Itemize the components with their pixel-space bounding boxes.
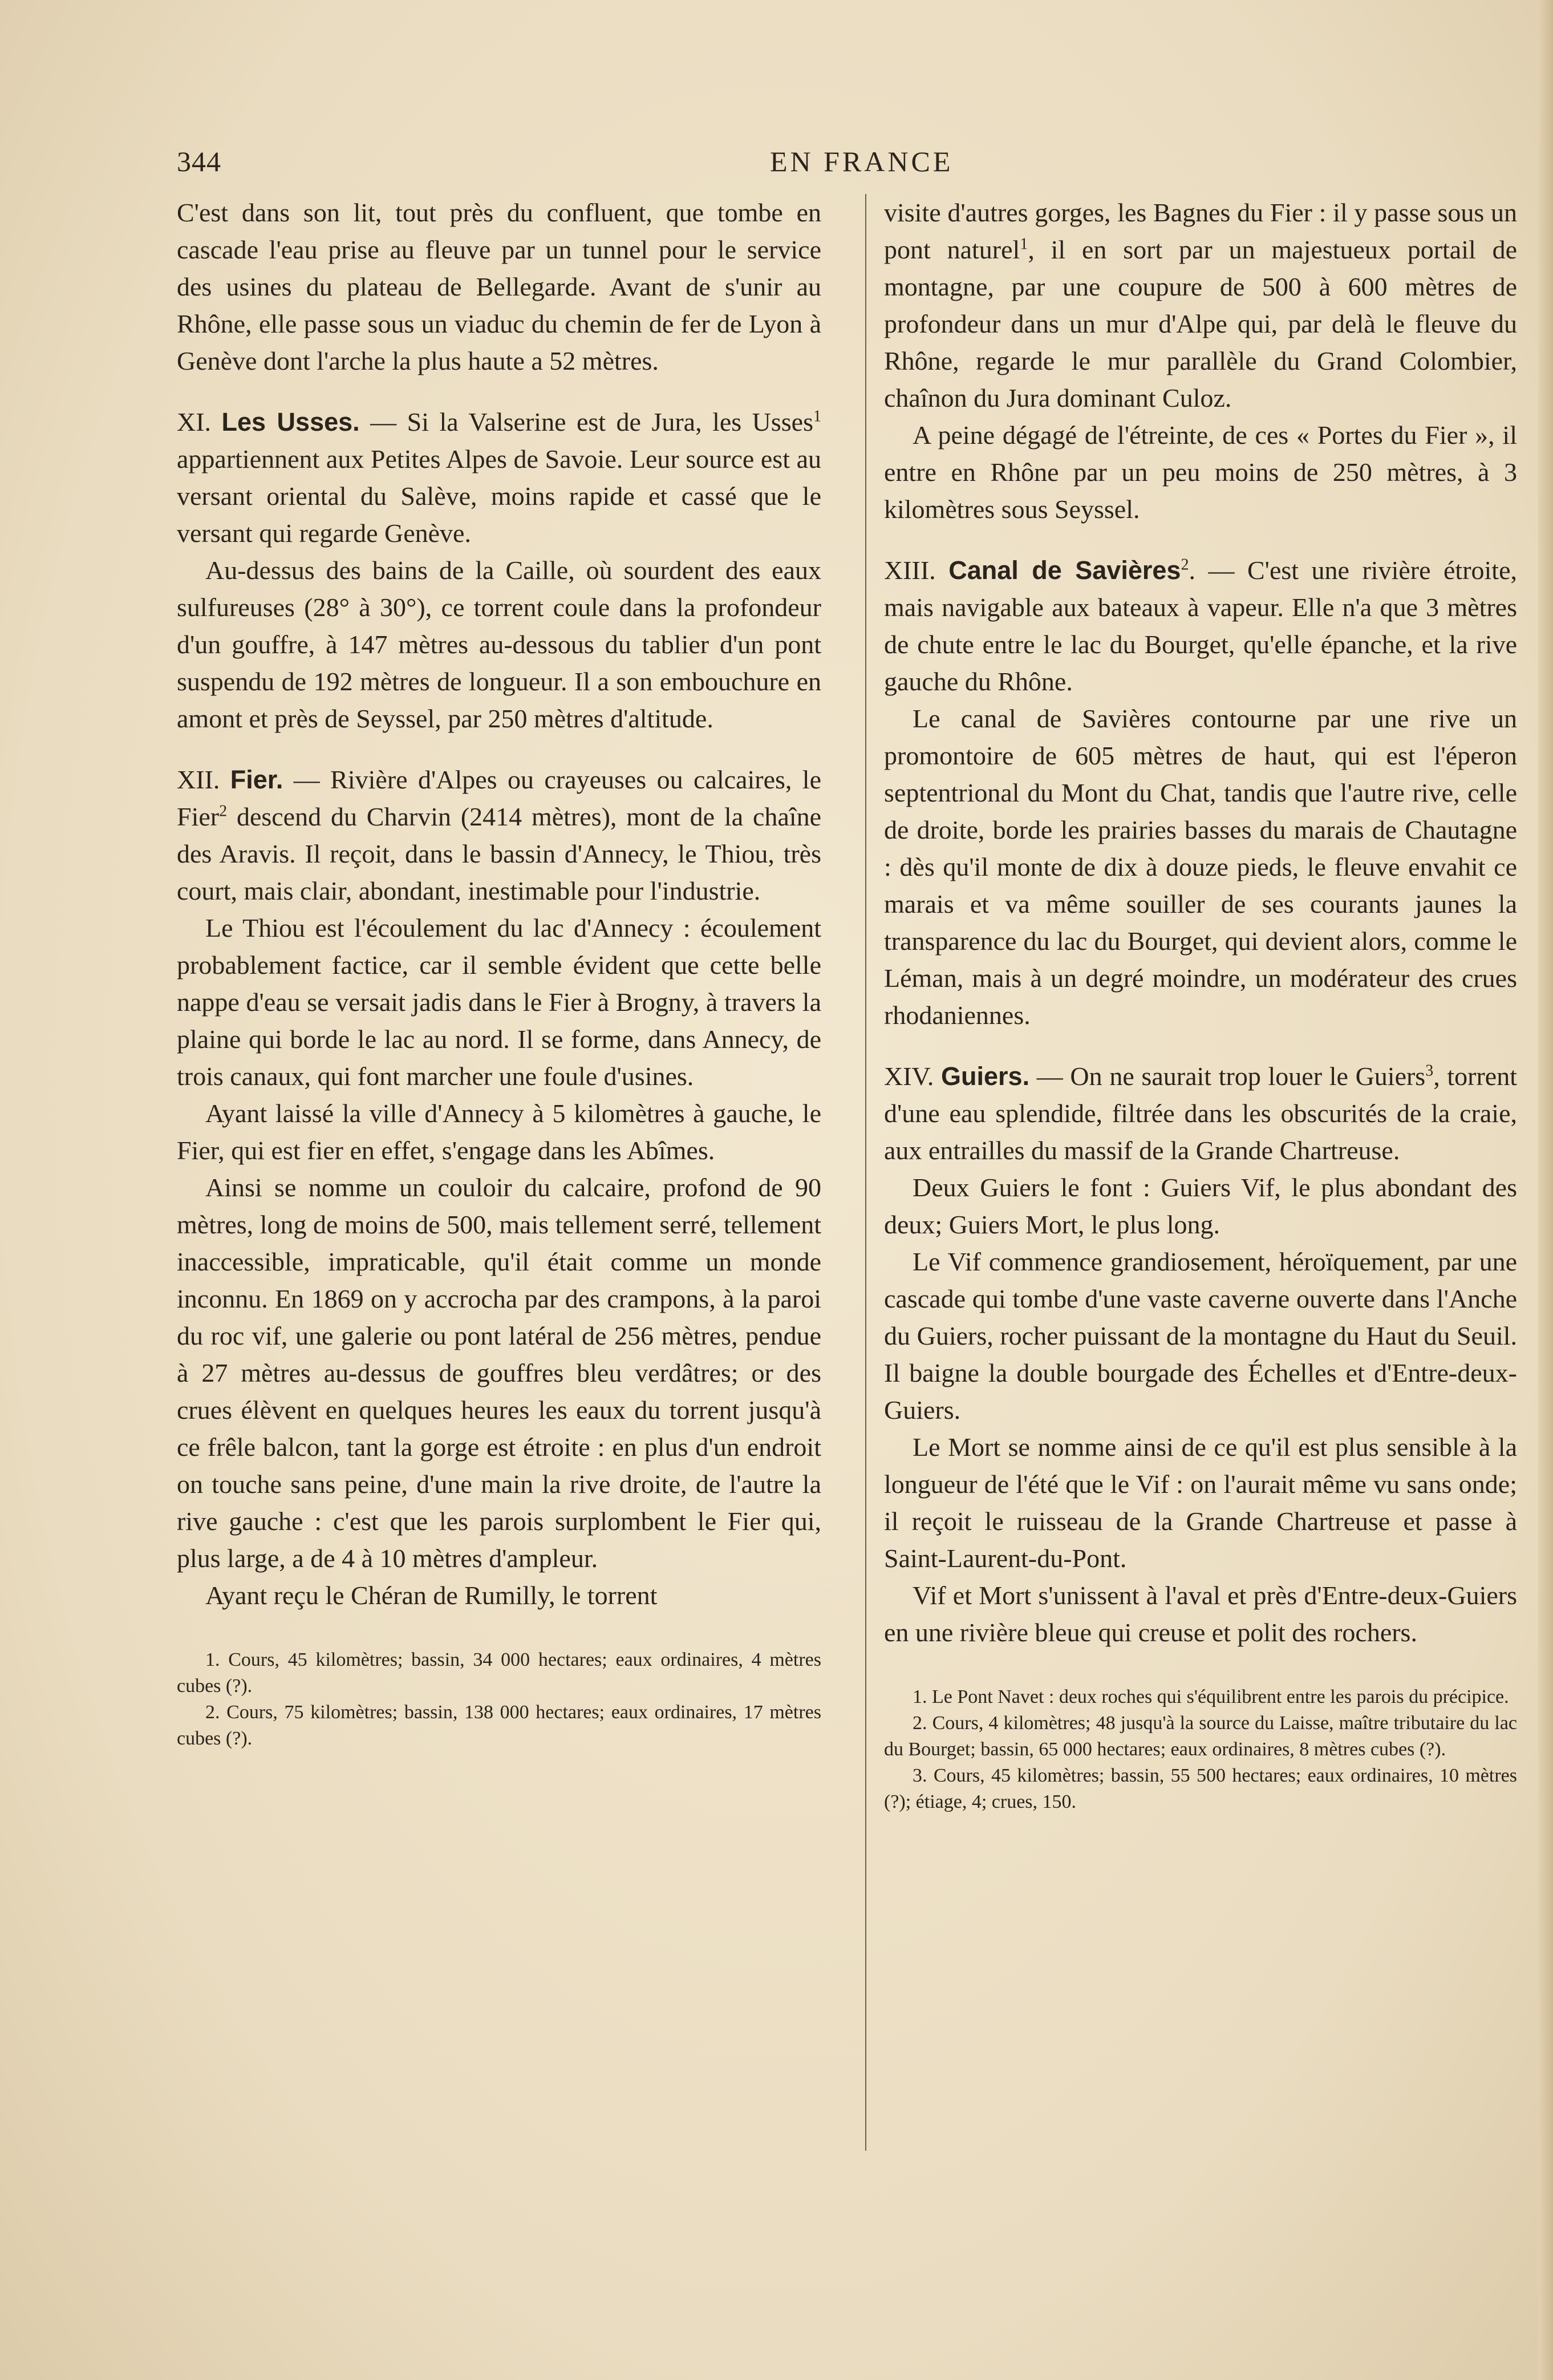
paragraph: Le canal de Savières contourne par une rive un promontoire de 605 mètres de haut, qui est l'éperon septentrional du Mont du Chat, tandis que l'autre rive, celle de droite, borde les prairies basses du marais de Chautagne : dès qu'il monte de dix à douze pieds, le fleuve envahit ce marais et va même souiller de ses courants jaunes la transparence du lac du Bourget, qui devient alors, comme le Léman, mais à un degré moindre, un modérateur des crues rhodaniennes. [884,704,1517,1030]
paragraph: Le Mort se nomme ainsi de ce qu'il est plus sensible à la longueur de l'été que le Vif : on l'aurait même vu sans onde; il reçoit le ruisseau de la Grande Chartreuse et passe à Saint-Laurent-du-Pont. [884,1432,1517,1573]
paragraph: Le Vif commence grandiosement, héroïquement, par une cascade qui tombe d'une vaste caverne ouverte dans l'Anche du Guiers, rocher puissant de la montagne du Haut du Seuil. Il baigne la double bourgade des Échelles et d'Entre-deux-Guiers. [884,1247,1517,1424]
paragraph [884,194,1517,416]
paragraph: Deux Guiers le font : Guiers Vif, le plus abondant des deux; Guiers Mort, le plus long. [884,1173,1517,1239]
paragraph-text: , torrent d'une eau splendide, filtrée dans les obscurités de la craie, aux entrailles du massif de la Grande Chartreuse. [884,1062,1517,1165]
paragraph: Ainsi se nomme un couloir du calcaire, profond de 90 mètres, long de moins de 500, mais tellement serré, tellement inaccessible, impraticable, qu'il était comme un monde inconnu. En 1869 on y accrocha par des crampons, à la paroi du roc vif, une galerie ou pont latéral de 256 mètres, pendue à 27 mètres au-dessus de gouffres bleu verdâtres; or des crues élèvent en quelques heures les eaux du torrent jusqu'à ce frêle balcon, tant la gorge est étroite : en plus d'un endroit on touche sans peine, d'une main la rive droite, de l'autre la rive gauche : c'est que les parois surplombent le Fier qui, plus large, a de 4 à 10 mètres d'ampleur. [177,1173,821,1573]
paragraph: A peine dégagé de l'étreinte, de ces « Portes du Fier », il entre en Rhône par un peu moins de 250 mètres, à 3 kilomètres sous Seyssel. [884,420,1517,524]
paragraph-text: — Rivière d'Alpes ou crayeuses ou calcaires, le Fier [177,765,822,831]
page-number: 344 [177,145,221,177]
paragraph-text: . — C'est une rivière étroite, mais navigable aux bateaux à vapeur. Elle n'a que 3 mètres de chute entre le lac du Bourget, qu'elle épanche, et la rive gauche du Rhône. [884,556,1518,696]
footnote: 1. Le Pont Navet : deux roches qui s'équilibrent entre les parois du précipice. [913,1686,1509,1707]
section-title: Guiers. [941,1062,1030,1091]
footnote-ref: 2 [1181,556,1189,574]
section-xiv [884,1058,1517,1169]
section-xi [177,403,821,552]
page-header [177,145,1517,185]
column-divider [865,194,866,2151]
footnotes [177,1647,821,1752]
section-number: XIII. [884,556,936,585]
footnote-ref: 2 [219,802,228,820]
section-xiii [884,552,1517,700]
paragraph-text: appartiennent aux Petites Alpes de Savoie. Leur source est au versant oriental du Salève, moins rapide et cassé que le versant qui regarde Genève. [177,444,821,548]
right-column [884,194,1517,1815]
section-xii [177,761,821,909]
footnote: 2. Cours, 75 kilomètres; bassin, 138 000 hectares; eaux ordinaires, 17 mètres cubes (?). [177,1702,821,1749]
section-title: Canal de Savières [948,556,1181,585]
section-number: XIV. [884,1062,934,1091]
paragraph-text: , il en sort par un majestueux portail de montagne, par une coupure de 500 à 600 mètres de profondeur dans un mur d'Alpe qui, par delà le fleuve du Rhône, regarde le mur parallèle du Grand Colombier, chaînon du Jura dominant Culoz. [884,235,1517,412]
paragraph-text: — On ne saurait trop louer le Guiers [1029,1062,1426,1091]
footnote-ref: 1 [813,407,821,426]
paragraph: Au-dessus des bains de la Caille, où sourdent des eaux sulfureuses (28° à 30°), ce torrent coule dans la profondeur d'un gouffre, à 147 mètres au-dessous du tablier d'un pont suspendu de 192 mètres de longueur. Il a son embouchure en amont et près de Seyssel, par 250 mètres d'altitude. [177,556,821,733]
paragraph: Ayant reçu le Chéran de Rumilly, le torrent [205,1581,658,1610]
paragraph-text: visite d'autres gorges, les Bagnes du Fier : il y passe sous un pont naturel [884,198,1517,264]
paragraph: Le Thiou est l'écoulement du lac d'Annecy : écoulement probablement factice, car il semble évident que cette belle nappe d'eau se versait jadis dans le Fier à Brogny, à travers la plaine qui borde le lac au nord. Il se forme, dans Annecy, de trois canaux, qui font marcher une foule d'usines. [177,913,821,1091]
paragraph-text: descend du Charvin (2414 mètres), mont de la chaîne des Aravis. Il reçoit, dans le bassin d'Annecy, le Thiou, très court, mais clair, abondant, inestimable pour l'industrie. [177,802,821,905]
footnote: 2. Cours, 4 kilomètres; 48 jusqu'à la source du Laisse, maître tributaire du lac du Bourget; bassin, 65 000 hectares; eaux ordinaires, 8 mètres cubes (?). [884,1713,1517,1760]
page-edge [1538,0,1553,2380]
section-title: Les Usses. [221,407,360,436]
footnote-ref: 3 [1425,1062,1434,1080]
section-title: Fier. [230,765,283,794]
footnotes [884,1684,1517,1815]
running-head: EN FRANCE [770,145,954,177]
footnote: 1. Cours, 45 kilomètres; bassin, 34 000 hectares; eaux ordinaires, 4 mètres cubes (?). [177,1649,821,1697]
paragraph-text: — Si la Valserine est de Jura, les Usses [359,407,813,436]
left-column [177,194,821,1752]
paragraph: Ayant laissé la ville d'Annecy à 5 kilomètres à gauche, le Fier, qui est fier en effet, s'engage dans les Abîmes. [177,1099,821,1165]
paragraph: C'est dans son lit, tout près du confluent, que tombe en cascade l'eau prise au fleuve par un tunnel pour le service des usines du plateau de Bellegarde. Avant de s'unir au Rhône, elle passe sous un viaduc du chemin de fer de Lyon à Genève dont l'arche la plus haute a 52 mètres. [177,198,821,375]
section-number: XII. [177,765,220,794]
paragraph: Vif et Mort s'unissent à l'aval et près d'Entre-deux-Guiers en une rivière bleue qui creuse et polit des rochers. [884,1581,1517,1647]
section-number: XI. [177,407,212,436]
footnote: 3. Cours, 45 kilomètres; bassin, 55 500 hectares; eaux ordinaires, 10 mètres (?); étiage, 4; crues, 150. [884,1765,1517,1812]
footnote-ref: 1 [1020,235,1028,253]
